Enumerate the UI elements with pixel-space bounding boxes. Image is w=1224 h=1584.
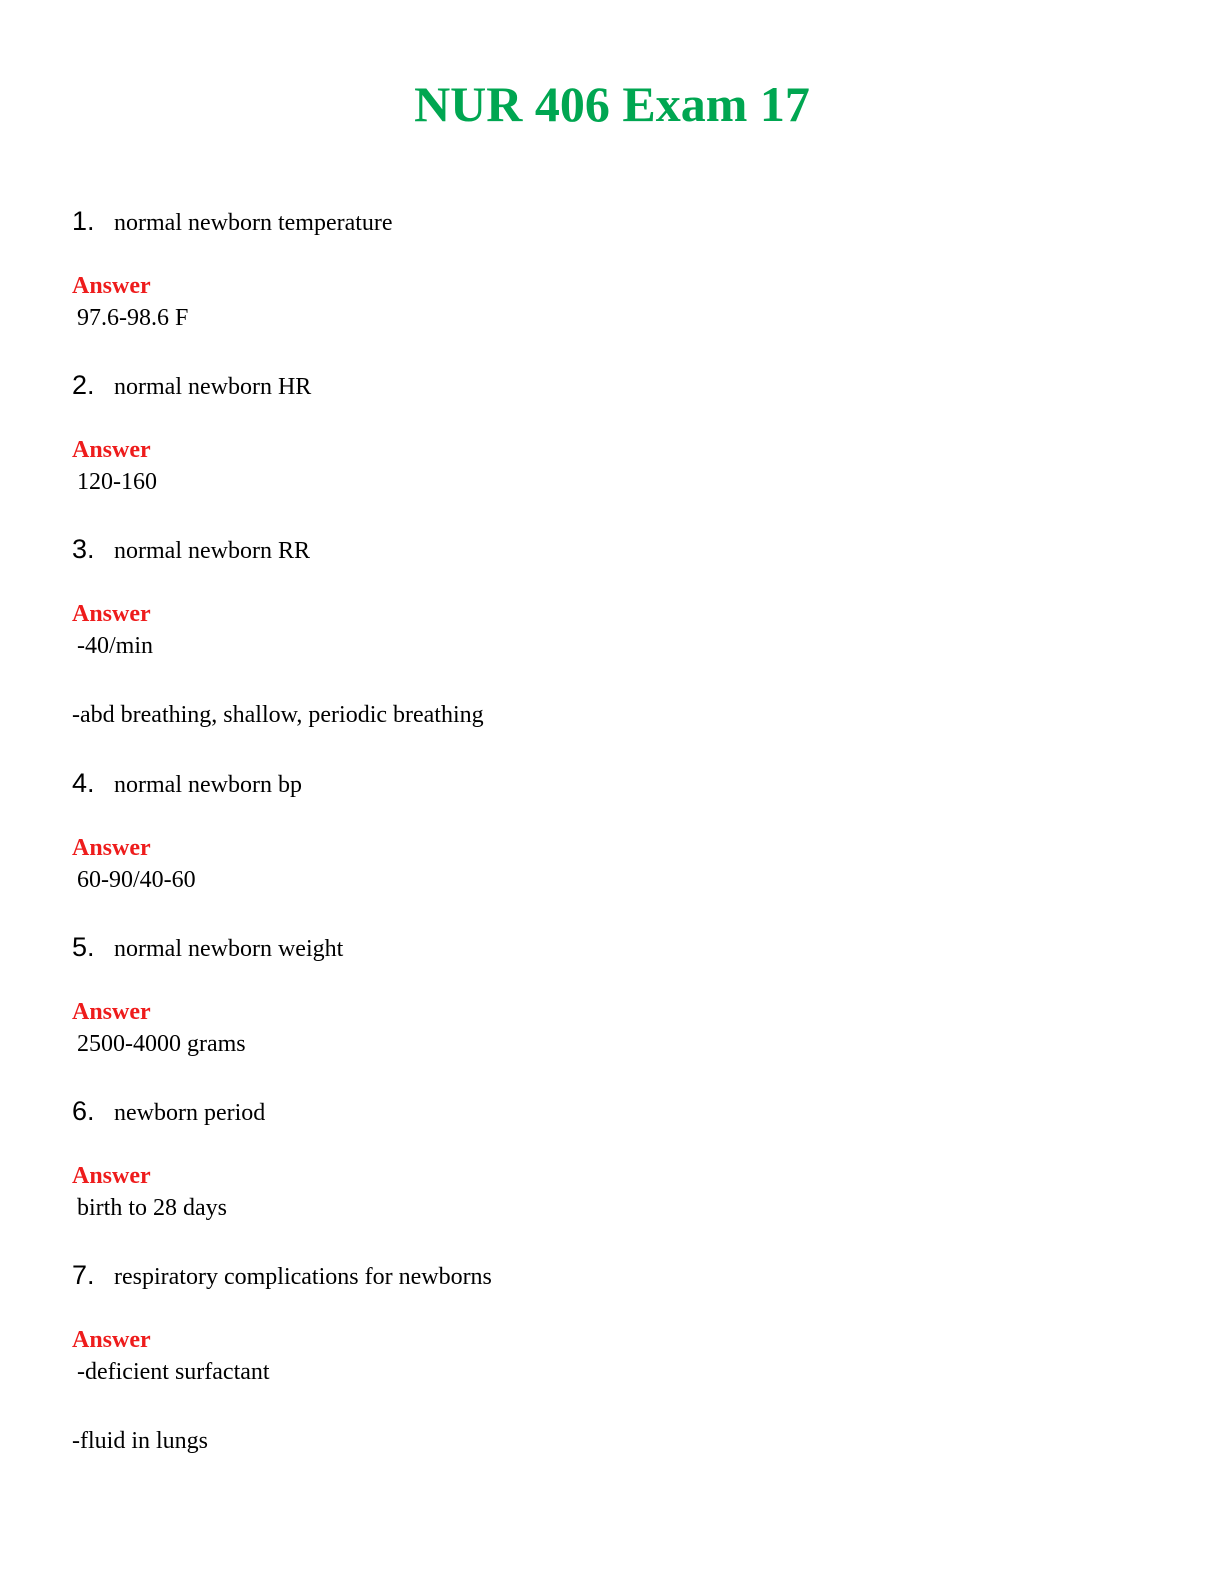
question-number: 5. — [72, 932, 95, 962]
question-line — [72, 532, 1152, 566]
answer-label: Answer — [72, 1327, 151, 1353]
question-text: normal newborn weight — [114, 936, 344, 962]
answer-label: Answer — [72, 601, 151, 627]
answer-text: 120-160 — [77, 469, 157, 495]
answer-extra-text: -abd breathing, shallow, periodic breathing — [72, 702, 484, 728]
question-text: normal newborn HR — [114, 374, 312, 400]
qa-item — [72, 1094, 1152, 1224]
question-number: 4. — [72, 768, 95, 798]
question-text: respiratory complications for newborns — [114, 1264, 492, 1290]
answer-text: 2500-4000 grams — [77, 1031, 246, 1057]
question-text: newborn period — [114, 1100, 266, 1126]
question-line — [72, 204, 1152, 238]
answer-label: Answer — [72, 999, 151, 1025]
question-number: 1. — [72, 206, 95, 236]
answer-text: 97.6-98.6 F — [77, 305, 189, 331]
question-line — [72, 1094, 1152, 1128]
question-line — [72, 766, 1152, 800]
answer-label: Answer — [72, 1163, 151, 1189]
question-line — [72, 368, 1152, 402]
qa-item — [72, 1258, 1152, 1458]
qa-item — [72, 204, 1152, 334]
answer-label: Answer — [72, 273, 151, 299]
question-number: 2. — [72, 370, 95, 400]
question-number: 6. — [72, 1096, 95, 1126]
qa-item — [72, 930, 1152, 1060]
answer-text: -40/min — [77, 633, 153, 659]
answer-text: -deficient surfactant — [77, 1359, 270, 1385]
question-text: normal newborn RR — [114, 538, 310, 564]
question-number: 7. — [72, 1260, 95, 1290]
answer-text: birth to 28 days — [77, 1195, 227, 1221]
answer-label: Answer — [72, 437, 151, 463]
qa-list — [72, 204, 1152, 1458]
answer-extra-text: -fluid in lungs — [72, 1428, 208, 1454]
qa-item — [72, 766, 1152, 896]
question-number: 3. — [72, 534, 95, 564]
question-text: normal newborn bp — [114, 772, 302, 798]
answer-label: Answer — [72, 835, 151, 861]
question-text: normal newborn temperature — [114, 210, 393, 236]
document-title: NUR 406 Exam 17 — [414, 76, 810, 132]
question-line — [72, 930, 1152, 964]
question-line — [72, 1258, 1152, 1292]
qa-item — [72, 368, 1152, 498]
answer-text: 60-90/40-60 — [77, 867, 196, 893]
qa-item — [72, 532, 1152, 732]
